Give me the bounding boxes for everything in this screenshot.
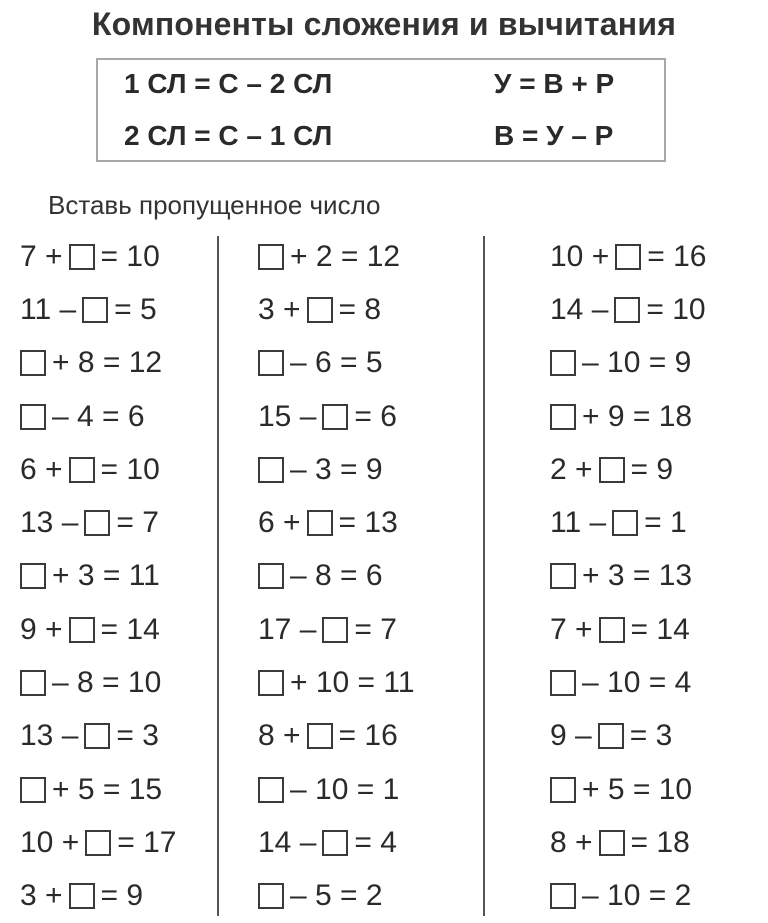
equation-right-part: + 9 = 18 bbox=[582, 399, 693, 433]
equation-left-part: 6 + bbox=[20, 452, 63, 486]
equation-left-part: 2 + bbox=[550, 452, 593, 486]
equation-right-part: = 5 bbox=[114, 292, 157, 326]
equation-left-part: 15 – bbox=[258, 399, 317, 433]
answer-box[interactable] bbox=[20, 777, 46, 803]
equation-right-part: = 10 bbox=[646, 292, 706, 326]
answer-box[interactable] bbox=[599, 830, 625, 856]
equation-row bbox=[550, 230, 706, 283]
equation-row bbox=[550, 550, 706, 603]
equation-right-part: = 8 bbox=[338, 292, 382, 326]
equation-right-part: = 18 bbox=[630, 825, 690, 859]
answer-box[interactable] bbox=[258, 883, 284, 909]
equation-row bbox=[550, 337, 706, 390]
equation-left-part: 3 + bbox=[258, 292, 301, 326]
equation-row bbox=[258, 230, 415, 283]
equation-row bbox=[550, 443, 706, 496]
equation-row bbox=[258, 550, 415, 603]
equation-right-part: = 14 bbox=[630, 612, 690, 646]
equation-right-part: – 8 = 10 bbox=[52, 666, 162, 700]
column-divider bbox=[483, 236, 485, 916]
equation-right-part: – 10 = 4 bbox=[582, 666, 692, 700]
equation-right-part: – 10 = 2 bbox=[582, 879, 692, 913]
answer-box[interactable] bbox=[599, 457, 625, 483]
answer-box[interactable] bbox=[615, 244, 641, 270]
equation-right-part: = 16 bbox=[647, 239, 707, 273]
answer-box[interactable] bbox=[82, 297, 108, 323]
equation-right-part: – 10 = 1 bbox=[290, 772, 400, 806]
equation-left-part: 8 + bbox=[258, 719, 301, 753]
equation-left-part: 8 + bbox=[550, 825, 593, 859]
answer-box[interactable] bbox=[612, 510, 638, 536]
answer-box[interactable] bbox=[69, 617, 95, 643]
equation-left-part: 3 + bbox=[20, 879, 63, 913]
rule-second-addend: 2 СЛ = С – 1 СЛ bbox=[124, 120, 333, 151]
equation-right-part: = 10 bbox=[100, 239, 160, 273]
equation-row bbox=[258, 496, 415, 549]
equation-right-part: = 13 bbox=[338, 506, 398, 540]
page-title: Компоненты сложения и вычитания bbox=[91, 6, 677, 42]
equation-row bbox=[550, 390, 706, 443]
equation-left-part: 14 – bbox=[550, 292, 609, 326]
equation-right-part: + 10 = 11 bbox=[290, 666, 415, 700]
equation-right-part: = 3 bbox=[629, 719, 673, 753]
equation-left-part: 6 + bbox=[258, 506, 301, 540]
equation-row bbox=[20, 230, 176, 283]
equation-right-part: + 5 = 15 bbox=[52, 772, 163, 806]
equation-left-part: 17 – bbox=[258, 612, 317, 646]
equation-right-part: = 7 bbox=[116, 506, 159, 540]
equation-column-1 bbox=[20, 230, 176, 923]
answer-box[interactable] bbox=[258, 244, 284, 270]
answer-box[interactable] bbox=[69, 244, 95, 270]
equation-left-part: 13 – bbox=[20, 719, 79, 753]
equation-left-part: 13 – bbox=[20, 506, 79, 540]
equation-row bbox=[20, 816, 176, 869]
equation-row bbox=[550, 496, 706, 549]
answer-box[interactable] bbox=[258, 563, 284, 589]
equation-right-part: – 5 = 2 bbox=[290, 879, 383, 913]
equation-right-part: + 3 = 13 bbox=[582, 559, 693, 593]
answer-box[interactable] bbox=[20, 670, 46, 696]
answer-box[interactable] bbox=[69, 457, 95, 483]
answer-box[interactable] bbox=[550, 670, 576, 696]
answer-box[interactable] bbox=[307, 297, 333, 323]
equation-row bbox=[258, 656, 415, 709]
equation-row bbox=[20, 710, 176, 763]
equation-right-part: = 9 bbox=[100, 879, 144, 913]
answer-box[interactable] bbox=[84, 510, 110, 536]
equation-right-part: = 9 bbox=[630, 452, 674, 486]
answer-box[interactable] bbox=[85, 830, 111, 856]
answer-box[interactable] bbox=[614, 297, 640, 323]
answer-box[interactable] bbox=[599, 617, 625, 643]
equation-row bbox=[20, 390, 176, 443]
equation-right-part: + 2 = 12 bbox=[290, 239, 401, 273]
equation-row bbox=[258, 443, 415, 496]
answer-box[interactable] bbox=[550, 350, 576, 376]
answer-box[interactable] bbox=[550, 563, 576, 589]
equation-left-part: 11 – bbox=[550, 506, 607, 540]
equation-right-part: – 4 = 6 bbox=[52, 399, 145, 433]
equation-row bbox=[20, 870, 176, 923]
equation-row bbox=[258, 816, 415, 869]
equation-row bbox=[258, 870, 415, 923]
answer-box[interactable] bbox=[20, 563, 46, 589]
equation-row bbox=[258, 283, 415, 336]
equation-row bbox=[258, 603, 415, 656]
equation-row bbox=[20, 283, 176, 336]
equation-row bbox=[550, 603, 706, 656]
equation-right-part: = 7 bbox=[354, 612, 397, 646]
equation-right-part: = 1 bbox=[644, 506, 687, 540]
equation-row bbox=[20, 443, 176, 496]
equation-row bbox=[20, 550, 176, 603]
equation-row bbox=[550, 763, 706, 816]
equation-right-part: + 3 = 11 bbox=[52, 559, 160, 593]
equation-left-part: 9 + bbox=[20, 612, 63, 646]
equation-row bbox=[20, 337, 176, 390]
equation-right-part: + 5 = 10 bbox=[582, 772, 693, 806]
equation-left-part: 10 + bbox=[550, 239, 610, 273]
rules-box bbox=[96, 58, 666, 162]
answer-box[interactable] bbox=[550, 777, 576, 803]
answer-box[interactable] bbox=[258, 350, 284, 376]
equation-column-3 bbox=[550, 230, 706, 923]
equation-right-part: = 3 bbox=[116, 719, 159, 753]
rule-subtrahend: В = У – Р bbox=[494, 120, 614, 151]
equation-row bbox=[20, 656, 176, 709]
equation-left-part: 7 + bbox=[550, 612, 593, 646]
equation-right-part: – 3 = 9 bbox=[290, 452, 383, 486]
equation-column-2 bbox=[258, 230, 415, 923]
equation-row bbox=[258, 390, 415, 443]
rule-minuend: У = В + Р bbox=[494, 68, 615, 99]
equation-right-part: = 17 bbox=[117, 825, 177, 859]
equation-right-part: = 16 bbox=[338, 719, 398, 753]
answer-box[interactable] bbox=[69, 883, 95, 909]
equation-row bbox=[550, 816, 706, 869]
answer-box[interactable] bbox=[550, 883, 576, 909]
answer-box[interactable] bbox=[322, 830, 348, 856]
equation-left-part: 14 – bbox=[258, 825, 317, 859]
equation-left-part: 10 + bbox=[20, 825, 80, 859]
answer-box[interactable] bbox=[598, 723, 624, 749]
equation-row bbox=[550, 656, 706, 709]
equation-right-part: = 4 bbox=[354, 825, 397, 859]
equation-left-part: 7 + bbox=[20, 239, 63, 273]
equation-row bbox=[20, 496, 176, 549]
equation-right-part: + 8 = 12 bbox=[52, 346, 163, 380]
answer-box[interactable] bbox=[258, 670, 284, 696]
answer-box[interactable] bbox=[258, 457, 284, 483]
equation-row bbox=[20, 763, 176, 816]
answer-box[interactable] bbox=[20, 404, 46, 430]
answer-box[interactable] bbox=[20, 350, 46, 376]
equation-row bbox=[258, 337, 415, 390]
equation-right-part: – 6 = 5 bbox=[290, 346, 383, 380]
equation-row bbox=[20, 603, 176, 656]
equation-row bbox=[550, 710, 706, 763]
answer-box[interactable] bbox=[258, 777, 284, 803]
answer-box[interactable] bbox=[322, 617, 348, 643]
equation-right-part: = 6 bbox=[354, 399, 397, 433]
answer-box[interactable] bbox=[307, 723, 333, 749]
equation-right-part: – 8 = 6 bbox=[290, 559, 383, 593]
equation-row bbox=[550, 283, 706, 336]
answer-box[interactable] bbox=[550, 404, 576, 430]
equation-row bbox=[258, 763, 415, 816]
equation-right-part: = 10 bbox=[100, 452, 160, 486]
equation-right-part: = 14 bbox=[100, 612, 160, 646]
equation-left-part: 11 – bbox=[20, 292, 77, 326]
equation-row bbox=[258, 710, 415, 763]
equation-right-part: – 10 = 9 bbox=[582, 346, 692, 380]
column-divider bbox=[217, 236, 219, 916]
answer-box[interactable] bbox=[84, 723, 110, 749]
instruction-text: Вставь пропущенное число bbox=[48, 190, 381, 220]
equation-left-part: 9 – bbox=[550, 719, 592, 753]
answer-box[interactable] bbox=[307, 510, 333, 536]
answer-box[interactable] bbox=[322, 404, 348, 430]
equation-row bbox=[550, 870, 706, 923]
rule-first-addend: 1 СЛ = С – 2 СЛ bbox=[124, 68, 333, 99]
